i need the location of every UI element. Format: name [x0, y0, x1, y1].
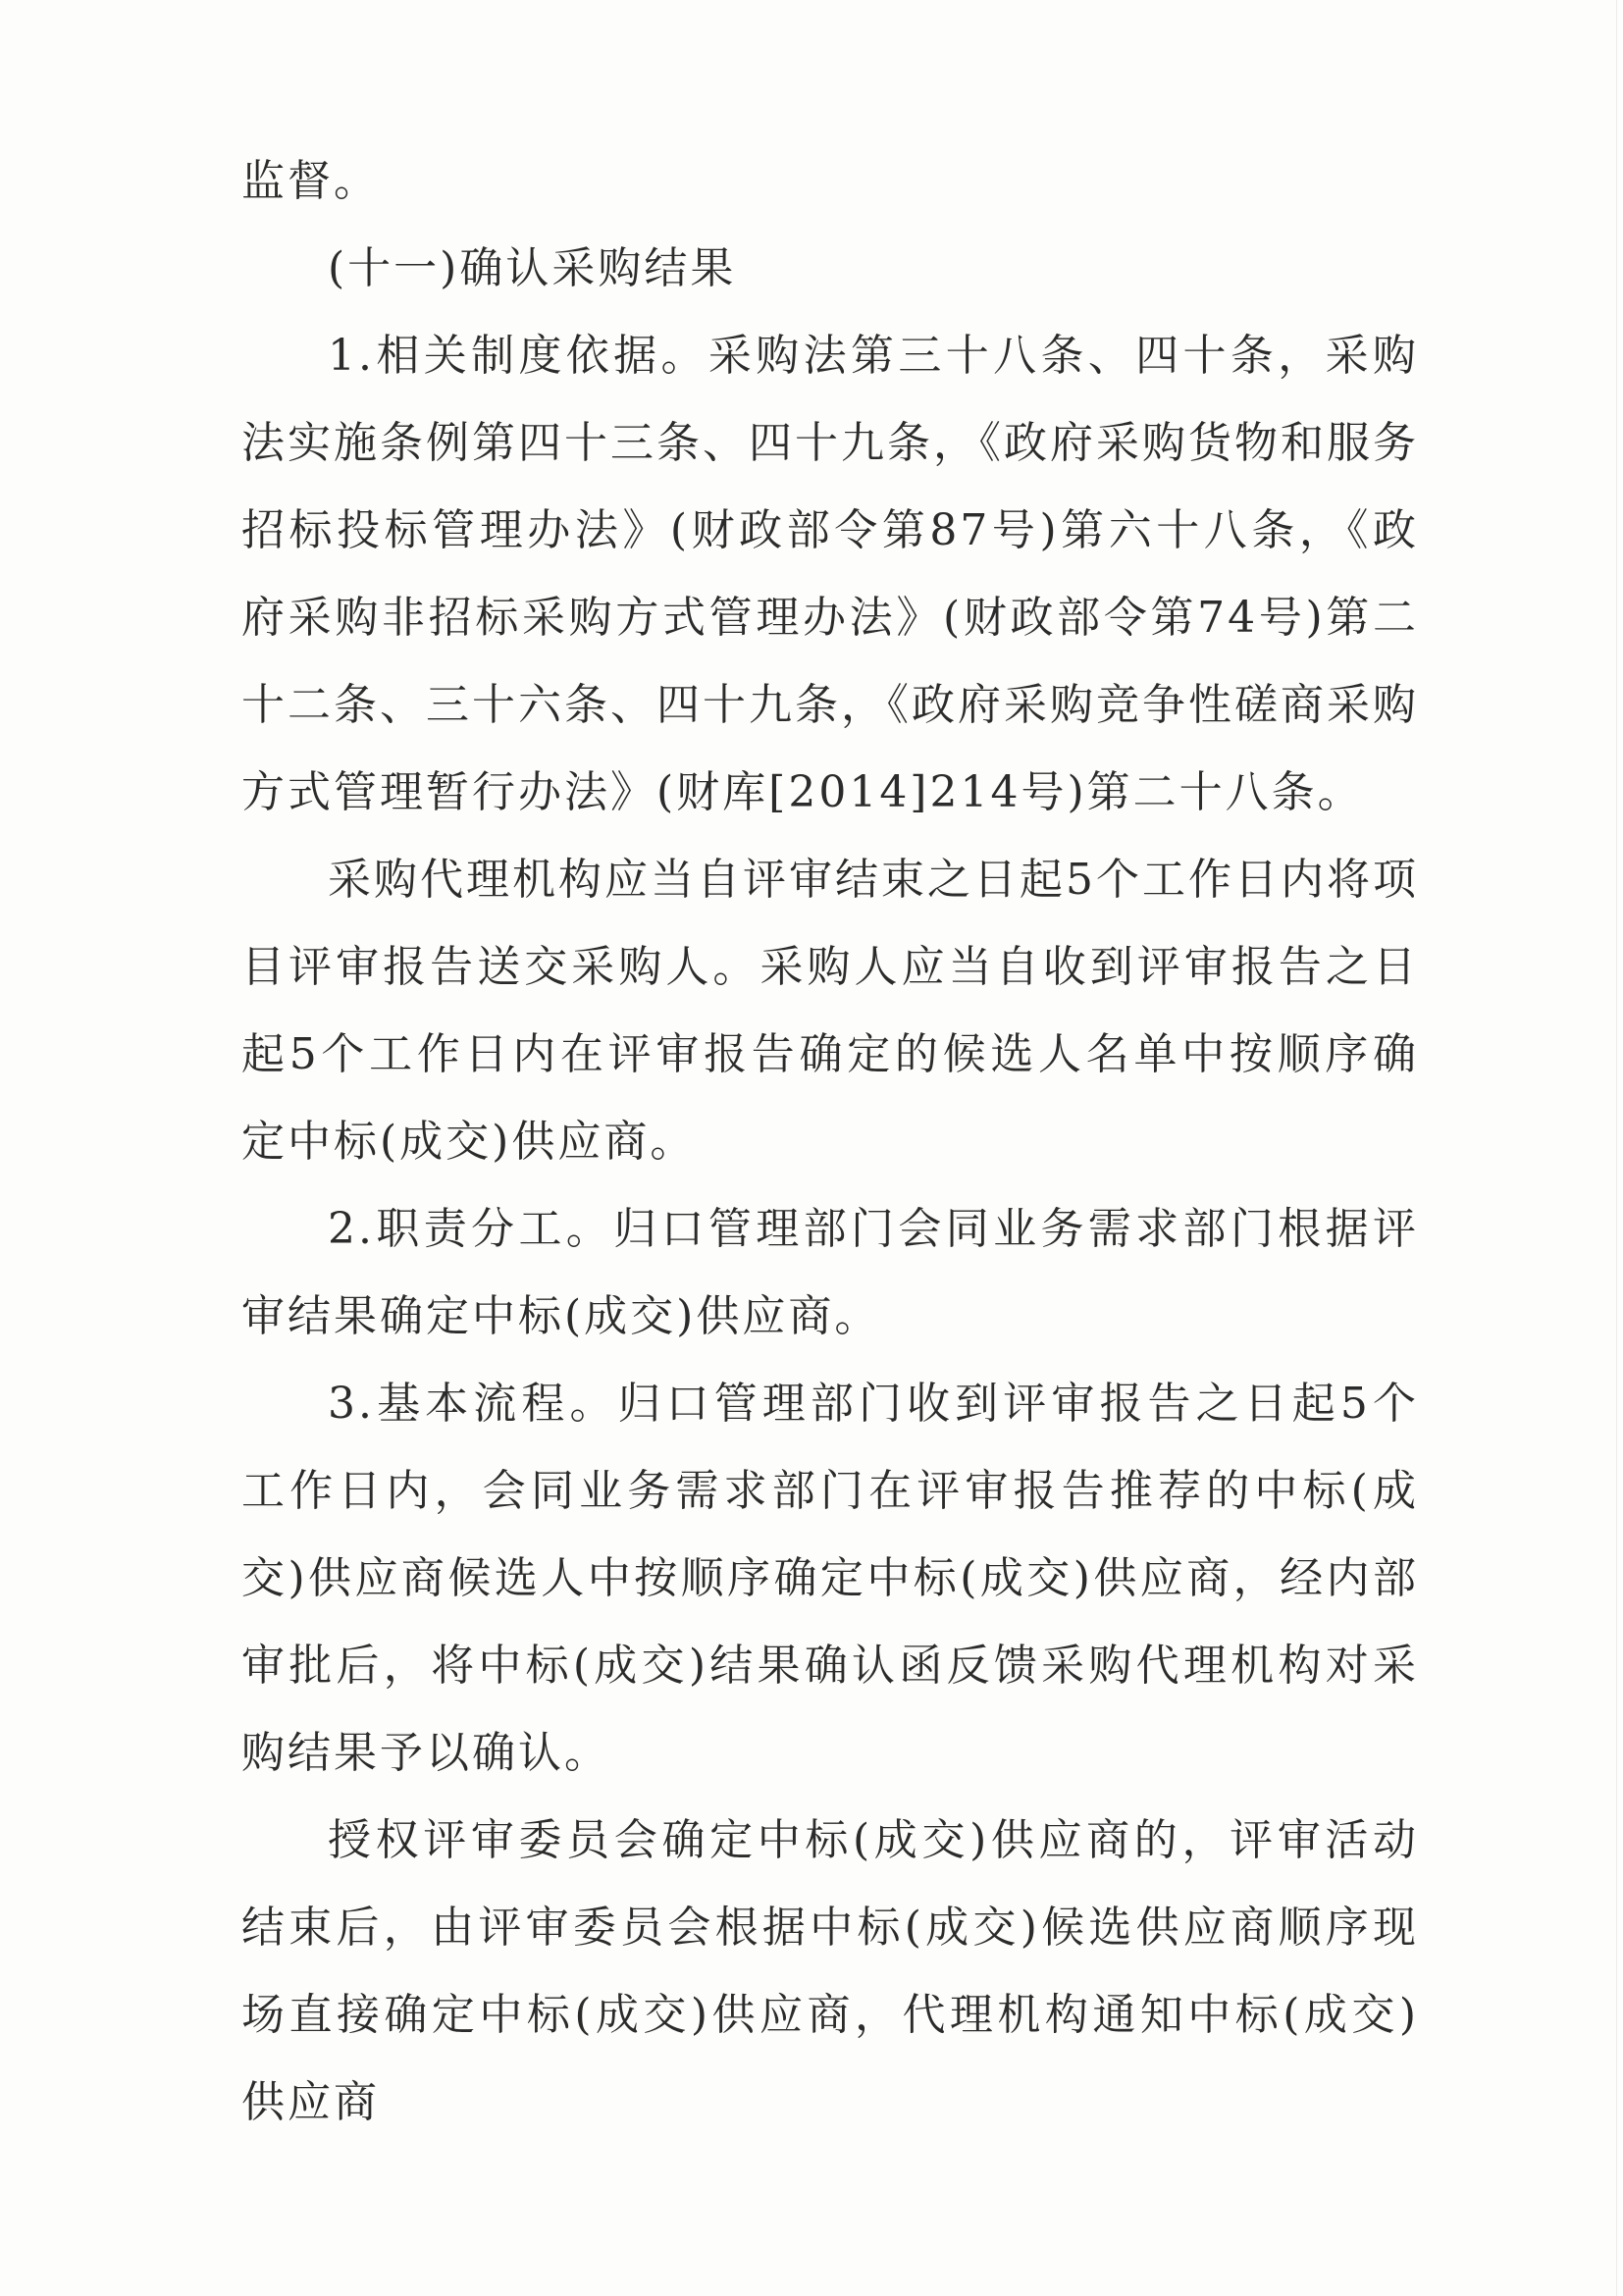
- paragraph-responsibilities: 2.职责分工。归口管理部门会同业务需求部门根据评审结果确定中标(成交)供应商。: [241, 1204, 1419, 1341]
- section-heading: (十一)确认采购结果: [328, 243, 737, 293]
- paragraph-continuation: 监督。: [241, 156, 380, 206]
- paragraph-legal-basis: 1.相关制度依据。采购法第三十八条、四十条，采购法实施条例第四十三条、四十九条，《政府采购货物和服务招标投标管理办法》(财政部令第87号)第六十八条，《政府采购非招标采购方式管理办法》(财政部令第74号)第二十二条、三十六条、四十九条，《政府采购竞争性磋商采购方式管理暂行办法》(财库[2014]214号)第二十八条。: [241, 331, 1419, 817]
- scan-edge-line: [1616, 0, 1617, 2296]
- paragraph-authorized-committee: 授权评审委员会确定中标(成交)供应商的，评审活动结束后，由评审委员会根据中标(成交)候选供应商顺序现场直接确定中标(成交)供应商，代理机构通知中标(成交)供应商: [241, 1815, 1419, 2127]
- paragraph-deadline: 采购代理机构应当自评审结束之日起5个工作日内将项目评审报告送交采购人。采购人应当自收到评审报告之日起5个工作日内在评审报告确定的候选人名单中按顺序确定中标(成交)供应商。: [241, 855, 1419, 1167]
- document-body: [241, 137, 1419, 2146]
- paragraph-basic-process: 3.基本流程。归口管理部门收到评审报告之日起5个工作日内，会同业务需求部门在评审报告推荐的中标(成交)供应商候选人中按顺序确定中标(成交)供应商，经内部审批后，将中标(成交)结果确认函反馈采购代理机构对采购结果予以确认。: [241, 1379, 1419, 1778]
